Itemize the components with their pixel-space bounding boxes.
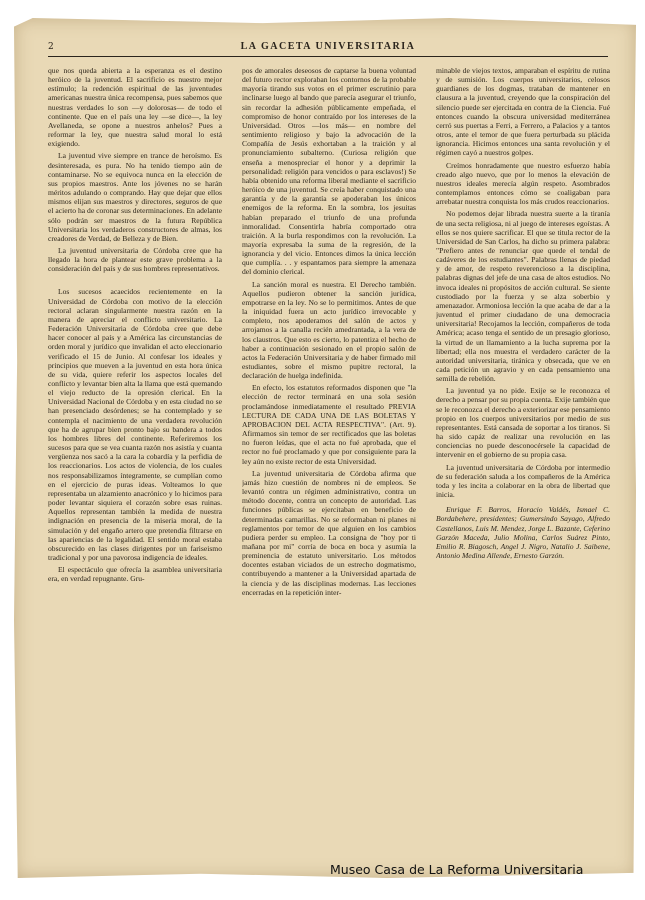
paragraph: La juventud universitaria de Córdoba afirma que jamás hizo cuestión de nombres ni de empleos. Se levantó contra un régimen administrativo, contra un método docente, contra un concepto de autoridad. Las funciones públicas se ejercitaban en beneficio de determinadas camarillas. No se reformaban ni planes ni reglamentos por temor de que alguien en los cambios pudiera perder su empleo. La consigna de "hoy por ti mañana por mi" corría de boca en boca y asumía la preminencia de estatuto universitario. Los métodos docentes estaban viciados de un estrecho dogmatismo, contribuyendo a mantener a la Universidad apartada de la ciencia y de las disciplinas modernas. Las lecciones encerradas en la repetición inter-: [242, 468, 416, 597]
paragraph: La juventud vive siempre en trance de heroísmo. Es desinteresada, es pura. No ha tenido tiempo aún de contaminarse. No se equivoca nunca en la elección de sus propios maestros. Ante los jóvenes no se harán méritos adulando o comprando. Hay que dejar que ellos mismos elijan sus maestros y directores, seguros de que el acierto ha de coronar sus determinaciones. En adelante sólo podrán ser maestros de la futura República Universitaria los verdaderos constructores de almas, los creadores de Verdad, de Belleza y de Bien.: [48, 151, 222, 243]
paragraph: El espectáculo que ofrecía la asamblea universitaria era, en verdad repugnante. Gru-: [48, 565, 222, 584]
paragraph: minable de viejos textos, amparaban el espíritu de rutina y de sumisión. Los cuerpos universitarios, celosos guardianes de los dogmas, trataban de mantener en clausura a la juventud, creyendo que la conspiración del silencio puede ser ejercitada en contra de la Ciencia. Fué entonces cuando la obscura universidad mediterránea cerró sus puertas a Ferri, a Ferrero, a Palacios y a tantos otros, ante el temor de que fuera perturbada su plácida ignorancia. Hicimos entonces una santa revolución y el régimen cayó a nuestros golpes.: [436, 66, 610, 158]
paragraph: No podemos dejar librada nuestra suerte a la tiranía de una secta religiosa, ni al juego de intereses egoístas. A ellos se nos quiere sacrificar. El que se titula rector de la Universidad de San Carlos, ha dicho su primera palabra: "Prefiero antes de renunciar que quede el tendal de cadáveres de los estudiantes". Palabras llenas de piedad y de amor, de respeto reverencioso a la disciplina, palabras dignas del jefe de una casa de altos estudios. No invoca ideales ni propósitos de acción cultural. Se siente custodiado por la fuerza y se alza soberbio y amenazador. Armoniosa lección la que acaba de dar a la juventud el primer ciudadano de una democracia universitaria! Recojamos la lección, compañeros de toda América; acaso tenga el sentido de un presagio glorioso, la virtud de un llamamiento a la lucha suprema por la libertad; ella nos muestra el verdadero carácter de la autoridad universitaria, tiránica y obsecada, que ve en cada petición un agravio y en cada pensamiento una semilla de rebelión.: [436, 209, 610, 384]
museum-watermark: Museo Casa de La Reforma Universitaria: [330, 862, 584, 877]
text-column-1: [48, 66, 222, 866]
signatories: Enrique F. Barros, Horacio Valdés, Ismael C. Bordabehere, presidentes; Gumersindo Sayago, Alfredo Castellanos, Luis M. Mendez, Jorge L. Bazante, Ceferino Garzón Maceda, Julio Molina, Carlos Suárez Pinto, Emilio R. Biagosch, Angel J. Nigro, Natalio J. Saibene, Antonio Medina Allende, Ernesto Garzón.: [436, 505, 610, 560]
page-number: 2: [48, 42, 54, 52]
text-column-2: [242, 66, 416, 866]
text-column-3: [436, 66, 610, 866]
paragraph: La juventud ya no pide. Exije se le reconozca el derecho a pensar por su propia cuenta. Exije también que se le reconozca el derecho a exteriorizar ese pensamiento propio en los cuerpos universitarios por medio de sus representantes. Está cansada de soportar a los tiranos. Si ha sido capáz de realizar una revolución en las conciencias no puede desconocérsele la capacidad de intervenir en el gobierno de su propia casa.: [436, 386, 610, 460]
paragraph: La juventud universitaria de Córdoba por intermedio de su federación saluda a los compañeros de la América toda y les incita a colaborar en la obra de libertad que inicia.: [436, 462, 610, 500]
paragraph: pos de amorales deseosos de captarse la buena voluntad del futuro rector exploraban los contornos de la probable mayoría tirando sus votos en el primer escrutinio para inclinarse luego al bando que parecía asegurar el triunfo, sin recordar la adhesión públicamente empeñada, el compromiso de honor contraído por los intereses de la Universidad. Otros —los más— en nombre del sentimiento religioso y bajo la advocación de la Compañía de Jesús exhortaban a la traición y al pronunciamiento subalterno. (Curiosa religión que enseña a menospreciar el honor y a deprimir la personalidad: religión para vencidos o para esclavos!) Se había obtenido una reforma liberal mediante el sacrificio heróico de una juventud. Se creía haber conquistado una garantía y de la garantía se apoderaban los únicos enemigos de la reforma. En la sombra, los jesuitas habían preparado el triunfo de una profunda inmoralidad. Consentirla habría comportado otra traición. A la burla respondimos con la revolución. La mayoría expresaba la suma de la regresión, de la ignorancia y del vicio. Entonces dimos la única lección que cumplía. . . y espantamos para siempre la amenaza del dominio clerical.: [242, 66, 416, 277]
paragraph: que nos queda abierta a la esperanza es el destino heróico de la juventud. El sacrificio es nuestro mejor estímulo; la redención espiritual de las juventudes americanas nuestra única recompensa, pues sabemos que nuestras verdades lo son —y dolorosas— de todo el continente. Que en el país una ley —se dice—, la ley Avellaneda, se opone a nuestros anhelos? Pues a reformar la ley, que nuestra salud moral lo está exigiendo.: [48, 66, 222, 149]
paragraph: La sanción moral es nuestra. El Derecho también. Aquellos pudieron obtener la sanción jurídica, empotrarse en la ley. No se lo permitimos. Antes de que la iniquidad fuera un acto jurídico irrevocable y completo, nos apoderamos del salón de actos y arrojamos a la canalla recién amedrantada, a la vera de los claustros. Que esto es cierto, lo patentiza el hecho de haber a continuación sesionado en el propio salón de actos la Federación Universitaria y de haber firmado mil estudiantes, sobre el mismo pupitre rectoral, la declaración de huelga indefinida.: [242, 279, 416, 381]
page-header: [48, 40, 608, 57]
paragraph: Los sucesos acaecidos recientemente en la Universidad de Córdoba con motivo de la elección rectoral aclaran singularmente nuestra razón en la manera de apreciar el conflicto universitario. La Federación Universitaria de Córdoba cree que debe hacer conocer al país y a América las circunstancias de orden moral y jurídico que invalidan el acto eleccionario verificado el 15 de Junio. Al confesar los ideales y principios que mueven a la juventud en esta hora única de su vida, quiere referir los aspectos locales del conflicto y levantar bien alta la llama que está quemando el viejo reducto de la opresión clerical. En la Universidad Nacional de Córdoba y en esta ciudad no se han presenciado desórdenes; se ha contemplado y se contempla el nacimiento de una verdadera revolución que ha de agrupar bien pronto bajo su bandera a todos los hombres libres del continente. Referiremos los sucesos para que se vea cuanta razón nos asistía y cuanta vergüenza nos sacó a la cara la cobardía y la perfidia de los reaccionarios. Los actos de violencia, de los cuales nos responsabilizamos íntegramente, se cumplían como en el ejercicio de puras ideas. Volteamos lo que representaba un alzamiento anacrónico y lo hicimos para poder levantar siquiera el corazón sobre esas ruinas. Aquellos representan también la medida de nuestra indignación en presencia de la miseria moral, de la simulación y del engaño artero que pretendía filtrarse en las apariencias de la legalidad. El sentido moral estaba obscurecido en las clases dirigentes por un fariseismo tradicional y por una pavorosa indigencia de ideales.: [48, 287, 222, 562]
paragraph: En efecto, los estatutos reformados disponen que "la elección de rector terminará en una sola sesión proclamándose inmediatamente el resultado PREVIA LECTURA DE CADA UNA DE LAS BOLETAS Y APROBACION DEL ACTA RESPECTIVA". (Art. 9). Afirmamos sin temor de ser rectificados que las boletas no fueron leídas, que el acta no fué aprobada, que el rector no fué proclamado y que por consiguiente para la ley aún no existe rector de esta Universidad.: [242, 383, 416, 466]
publication-title: LA GACETA UNIVERSITARIA: [240, 41, 416, 52]
paragraph: Creímos honradamente que nuestro esfuerzo había creado algo nuevo, que por lo menos la elevación de nuestros ideales merecía algún respeto. Asombrados contemplamos entonces cómo se coaligaban para arrebatar nuestra conquista los más crudos reaccionarios.: [436, 160, 610, 207]
paragraph: La juventud universitaria de Córdoba cree que ha llegado la hora de plantear este grave problema a la consideración del país y de sus hombres representativos.: [48, 245, 222, 274]
